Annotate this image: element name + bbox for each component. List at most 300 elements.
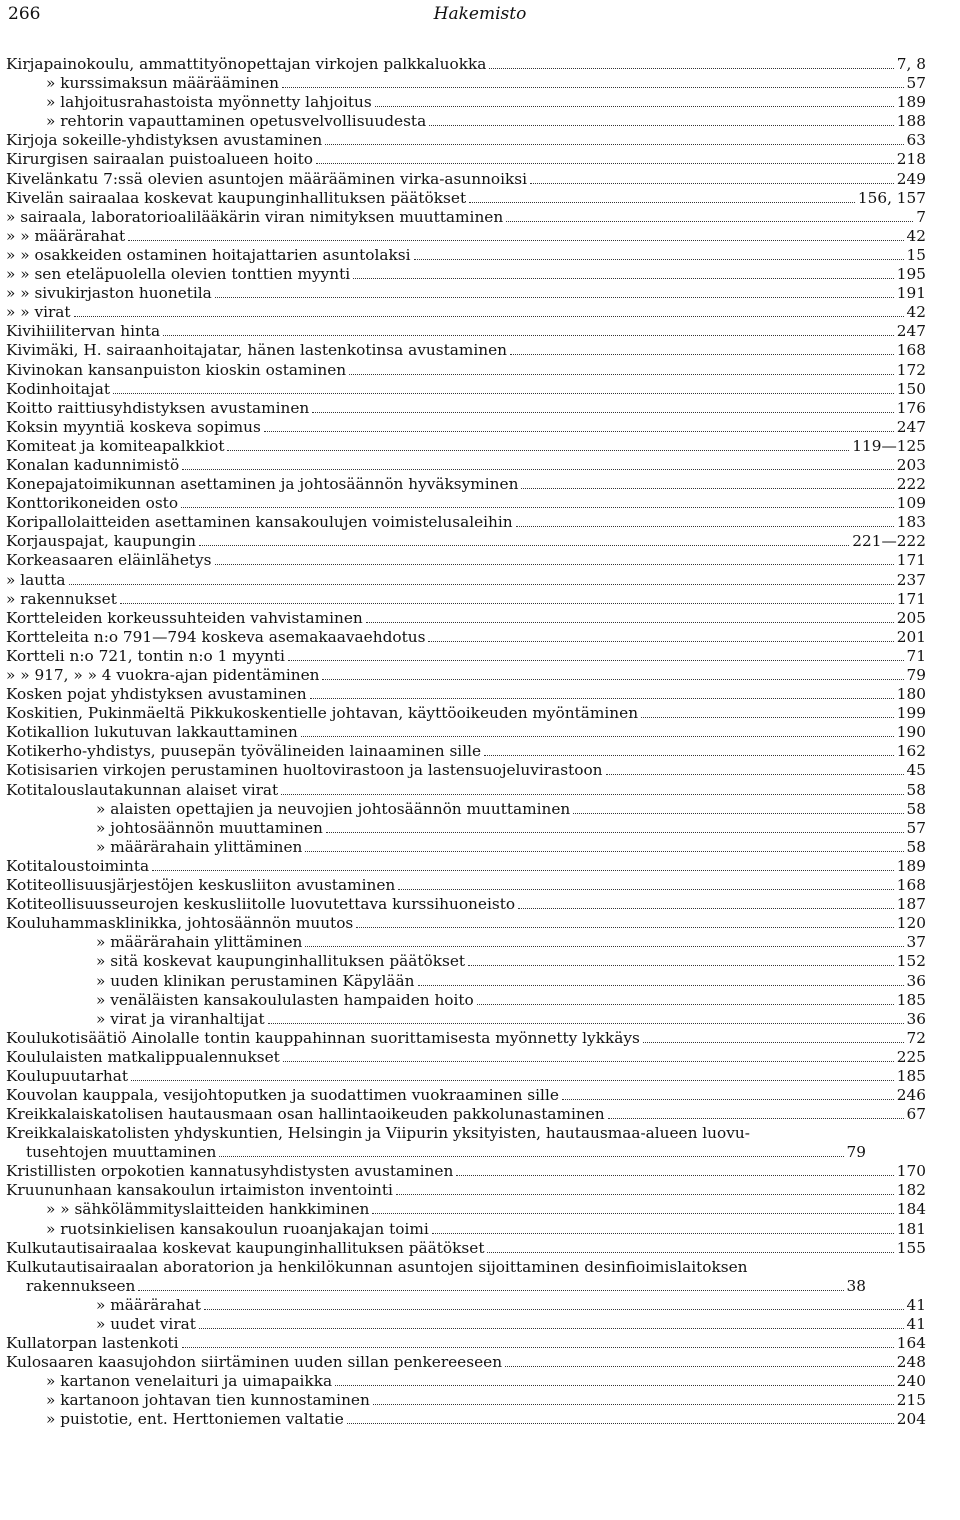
index-entry xyxy=(6,55,926,74)
index-entry xyxy=(6,1105,926,1124)
index-entry-row xyxy=(6,972,926,991)
page-reference: 203 xyxy=(896,455,926,474)
index-entry-row xyxy=(6,1410,926,1429)
page-reference: 170 xyxy=(896,1162,926,1181)
page-reference: 15 xyxy=(906,245,926,264)
index-entry-text: Kirurgisen sairaalan puistoalueen hoito xyxy=(6,150,313,169)
dot-leader xyxy=(608,1118,904,1119)
page-reference: 172 xyxy=(896,360,926,379)
page-reference: 41 xyxy=(906,1295,926,1314)
index-entry-text: Kortteli n:o 721, tontin n:o 1 myynti xyxy=(6,646,285,665)
page-reference: 109 xyxy=(896,494,926,513)
page-reference: 156, 157 xyxy=(857,188,926,207)
index-entry xyxy=(6,1124,926,1162)
dot-leader xyxy=(74,316,904,317)
dot-leader xyxy=(227,450,849,451)
index-entry-text: Kreikkalaiskatolisen hautausmaan osan hallintaoikeuden pakkolunastaminen xyxy=(6,1105,605,1124)
index-entry xyxy=(6,1391,926,1410)
index-entry xyxy=(6,150,926,169)
page-reference: 37 xyxy=(906,933,926,952)
index-entry-text: Kouluhammasklinikka, johtosäännön muutos xyxy=(6,914,354,933)
index-entry xyxy=(6,1010,926,1029)
dot-leader xyxy=(305,946,903,947)
page-reference: 248 xyxy=(896,1353,926,1371)
index-entry-row xyxy=(6,742,926,761)
index-entry-row xyxy=(6,1010,926,1029)
page-reference: 215 xyxy=(896,1391,926,1410)
dot-leader xyxy=(349,374,894,375)
page-reference: 171 xyxy=(896,589,926,608)
dot-leader xyxy=(204,1309,904,1310)
page-reference: 185 xyxy=(896,990,926,1009)
index-entry xyxy=(6,781,926,800)
index-entry-text: » alaisten opettajien ja neuvojien johtosäännön muuttaminen xyxy=(96,799,571,818)
index-entry xyxy=(6,227,926,246)
dot-leader xyxy=(396,1194,894,1195)
index-entry-row xyxy=(6,74,926,93)
index-entry-row xyxy=(6,437,926,456)
page-reference: 191 xyxy=(896,284,926,303)
index-entry-text: » kartanon venelaituri ja uimapaikka xyxy=(46,1372,333,1391)
index-entry xyxy=(6,131,926,150)
index-entry-row xyxy=(6,1162,926,1181)
dot-leader xyxy=(521,488,893,489)
index-entry xyxy=(6,112,926,131)
dot-leader xyxy=(347,1423,894,1424)
dot-leader xyxy=(356,927,894,928)
index-entry-text: » rakennukset xyxy=(6,589,117,608)
index-entry xyxy=(6,265,926,284)
index-entry xyxy=(6,857,926,876)
index-entry-text: » » sen eteläpuolella olevien tonttien myynti xyxy=(6,265,351,284)
index-entry-text: Kotitalouslautakunnan alaiset virat xyxy=(6,780,279,799)
index-entry-row xyxy=(6,227,926,246)
index-entry-text: Kruununhaan kansakoulun irtaimiston inventointi xyxy=(6,1181,393,1200)
page-reference: 164 xyxy=(896,1333,926,1352)
page-reference: 38 xyxy=(846,1276,866,1295)
page-reference: 221—222 xyxy=(852,532,926,551)
page-reference: 42 xyxy=(906,226,926,245)
dot-leader xyxy=(489,68,893,69)
dot-leader xyxy=(643,1042,904,1043)
index-entry-text: » kartanoon johtavan tien kunnostaminen xyxy=(46,1391,370,1410)
dot-leader xyxy=(316,163,894,164)
index-entry-text: » virat ja viranhaltijat xyxy=(96,1009,265,1028)
index-entry-row xyxy=(6,1220,926,1239)
index-entry-text: Kouvolan kauppala, vesijohtoputken ja suodattimen vuokraaminen sille xyxy=(6,1086,559,1105)
index-entry-row xyxy=(6,666,926,685)
page-reference: 7 xyxy=(916,207,926,226)
index-entry-row xyxy=(6,819,926,838)
index-entry-row xyxy=(6,303,926,322)
index-entry xyxy=(6,761,926,780)
index-entry xyxy=(6,723,926,742)
dot-leader xyxy=(468,965,894,966)
index-entry-row xyxy=(6,399,926,418)
index-entry xyxy=(6,74,926,93)
index-entry-text: » sairaala, laboratorioalilääkärin viran nimityksen muuttaminen xyxy=(6,207,504,226)
index-entry xyxy=(6,800,926,819)
index-entry xyxy=(6,704,926,723)
dot-leader xyxy=(282,87,904,88)
index-entry-text: Kotitaloustoiminta xyxy=(6,856,150,875)
page-reference: 168 xyxy=(896,341,926,360)
index-entry-text: Koulukotisäätiö Ainolalle tontin kauppahinnan suorittamisesta myönnetty lykkäys xyxy=(6,1028,640,1047)
index-entry-text: » » määrärahat xyxy=(6,226,126,245)
index-entry-row xyxy=(6,1353,926,1372)
index-entry-row xyxy=(6,55,926,74)
page-reference: 162 xyxy=(896,742,926,761)
index-entry-text: » puistotie, ent. Herttoniemen valtatie xyxy=(46,1410,344,1429)
index-entry-text: Koululaisten matkalippualennukset xyxy=(6,1047,280,1066)
page-reference: 188 xyxy=(896,112,926,131)
index-entry-row xyxy=(6,857,926,876)
index-entry-text: Kivihiilitervan hinta xyxy=(6,322,161,341)
index-entry xyxy=(6,609,926,628)
index-entry xyxy=(6,1334,926,1353)
dot-leader xyxy=(477,1004,894,1005)
index-entry-text: » » virat xyxy=(6,303,71,322)
index-entry xyxy=(6,170,926,189)
index-entry-row xyxy=(6,170,926,189)
index-entry xyxy=(6,246,926,265)
index-entry-row xyxy=(6,1372,926,1391)
index-entry xyxy=(6,418,926,437)
index-entry-text: Koulupuutarhat xyxy=(6,1066,129,1085)
page-reference: 225 xyxy=(896,1047,926,1066)
index-entry-text: » määrärahat xyxy=(96,1295,201,1314)
index-entry-row xyxy=(6,1296,926,1315)
index-entry-row xyxy=(6,895,926,914)
dot-leader xyxy=(429,125,894,126)
index-entry-text: » lahjoitusrahastoista myönnetty lahjoitus xyxy=(46,93,372,112)
page-reference: 195 xyxy=(896,265,926,284)
index-entry-text: Komiteat ja komiteapalkkiot xyxy=(6,436,225,455)
page-reference: 58 xyxy=(906,837,926,856)
page-reference: 249 xyxy=(896,169,926,188)
index-entry-text: » johtosäännön muuttaminen xyxy=(96,818,323,837)
index-entry-row xyxy=(6,1143,866,1162)
dot-leader xyxy=(432,1233,894,1234)
index-entry xyxy=(6,571,926,590)
index-entry-row xyxy=(6,1048,926,1067)
index-entry-row xyxy=(6,1315,926,1334)
dot-leader xyxy=(487,1252,893,1253)
dot-leader xyxy=(288,660,904,661)
dot-leader xyxy=(69,584,894,585)
index-entry-continuation: rakennukseen xyxy=(26,1276,136,1295)
index-entry-row xyxy=(6,322,926,341)
index-entry-row xyxy=(6,914,926,933)
page-reference: 237 xyxy=(896,570,926,589)
page-reference: 187 xyxy=(896,895,926,914)
page-reference: 79 xyxy=(906,666,926,684)
index-entry-text: Kivinokan kansanpuiston kioskin ostaminen xyxy=(6,360,347,379)
index-entry-text: Kotikallion lukutuvan lakkauttaminen xyxy=(6,723,298,742)
index-entry xyxy=(6,284,926,303)
index-entry xyxy=(6,1067,926,1086)
dot-leader xyxy=(199,545,849,546)
page-reference: 171 xyxy=(896,551,926,570)
index-entry-text: Kivelänkatu 7:ssä olevien asuntojen määrääminen virka-asunnoiksi xyxy=(6,169,528,188)
index-entry-text: » » sähkölämmityslaitteiden hankkiminen xyxy=(46,1200,370,1219)
page-reference: 41 xyxy=(906,1314,926,1333)
page-reference: 36 xyxy=(906,971,926,990)
index-entry-row xyxy=(6,609,926,628)
dot-leader xyxy=(310,698,894,699)
index-entry-row xyxy=(6,1181,926,1200)
page-reference: 247 xyxy=(896,322,926,341)
index-entry-text: Kivimäki, H. sairaanhoitajatar, hänen lastenkotinsa avustaminen xyxy=(6,341,507,360)
index-entry-row xyxy=(6,1105,926,1124)
dot-leader xyxy=(562,1099,894,1100)
index-entry-text: » lautta xyxy=(6,570,66,589)
index-entry-text: Kotikerho-yhdistys, puusepän työvälineiden lainaaminen sille xyxy=(6,742,482,761)
index-entry xyxy=(6,1410,926,1429)
index-entry-row xyxy=(6,723,926,742)
index-entry-row xyxy=(6,781,926,800)
index-entry-row xyxy=(6,933,926,952)
index-entry-row xyxy=(6,876,926,895)
index-entry-row xyxy=(6,647,926,666)
dot-leader xyxy=(518,908,894,909)
index-entry-text: Kirjapainokoulu, ammattityönopettajan virkojen palkkaluokka xyxy=(6,55,487,73)
index-entry-text: » rehtorin vapauttaminen opetusvelvollisuudesta xyxy=(46,112,427,131)
index-entry-row xyxy=(6,189,926,208)
dot-leader xyxy=(469,202,855,203)
dot-leader xyxy=(398,889,894,890)
index-entry-text: Koripallolaitteiden asettaminen kansakoulujen voimistelusaleihin xyxy=(6,513,513,532)
index-entry-row xyxy=(6,532,926,551)
page-reference: 222 xyxy=(896,475,926,494)
page-reference: 183 xyxy=(896,513,926,532)
page-reference: 201 xyxy=(896,627,926,646)
page-header xyxy=(0,0,960,40)
index-entry-text: Kreikkalaiskatolisten yhdyskuntien, Helsingin ja Viipurin yksityisten, hautausmaa-alueen luovu- xyxy=(6,1124,750,1143)
dot-leader xyxy=(510,354,894,355)
dot-leader xyxy=(322,679,903,680)
index-entry xyxy=(6,456,926,475)
page-reference: 71 xyxy=(906,646,926,665)
dot-leader xyxy=(305,851,903,852)
index-entry-row xyxy=(6,952,926,971)
index-entry-text: Kotiteollisuusjärjestöjen keskusliiton avustaminen xyxy=(6,876,396,895)
index-entry-row xyxy=(6,685,926,704)
dot-leader xyxy=(268,1023,904,1024)
page-reference: 67 xyxy=(906,1105,926,1124)
index-entry xyxy=(6,1086,926,1105)
index-entry-row xyxy=(6,1334,926,1353)
index-entry xyxy=(6,437,926,456)
page-reference: 204 xyxy=(896,1410,926,1429)
index-entry-row xyxy=(6,1029,926,1048)
index-entry-text: Koitto raittiusyhdistyksen avustaminen xyxy=(6,398,310,417)
index-entry xyxy=(6,991,926,1010)
dot-leader xyxy=(573,813,903,814)
index-entry xyxy=(6,1029,926,1048)
index-entry xyxy=(6,189,926,208)
dot-leader xyxy=(182,469,894,470)
index-entry xyxy=(6,1372,926,1391)
index-entry-row xyxy=(6,131,926,150)
index-entry-text: Kortteleiden korkeussuhteiden vahvistaminen xyxy=(6,608,363,627)
index-entry-text: Konalan kadunnimistö xyxy=(6,455,180,474)
index-entry-row xyxy=(6,513,926,532)
dot-leader xyxy=(283,1061,894,1062)
page-reference: 45 xyxy=(906,761,926,780)
index-entry xyxy=(6,341,926,360)
index-entry xyxy=(6,1200,926,1219)
page-reference: 218 xyxy=(896,150,926,169)
dot-leader xyxy=(281,794,903,795)
page-reference: 7, 8 xyxy=(896,55,926,73)
index-entry xyxy=(6,380,926,399)
page-reference: 176 xyxy=(896,398,926,417)
index-entry-text: Kotiteollisuusseurojen keskusliitolle luovutettava kurssihuoneisto xyxy=(6,895,516,914)
index-entry-row xyxy=(6,265,926,284)
index-entry xyxy=(6,914,926,933)
page-reference: 181 xyxy=(896,1219,926,1238)
index-entry xyxy=(6,1258,926,1296)
index-entry-text: Kulkutautisairaalaa koskevat kaupunginhallituksen päätökset xyxy=(6,1238,485,1257)
page-reference: 150 xyxy=(896,379,926,398)
index-entry-text: » venäläisten kansakoululasten hampaiden hoito xyxy=(96,990,474,1009)
dot-leader xyxy=(215,564,894,565)
index-entry-row xyxy=(6,571,926,590)
index-list xyxy=(6,55,926,1429)
index-entry xyxy=(6,532,926,551)
index-entry-row xyxy=(6,590,926,609)
index-entry xyxy=(6,666,926,685)
index-entry xyxy=(6,494,926,513)
index-entry-row xyxy=(6,761,926,780)
index-entry xyxy=(6,972,926,991)
running-title: Hakemisto xyxy=(433,4,527,24)
index-entry-text: » uuden klinikan perustaminen Käpylään xyxy=(96,971,415,990)
page-reference: 189 xyxy=(896,856,926,875)
index-entry-text: Konttorikoneiden osto xyxy=(6,494,179,513)
index-entry-row xyxy=(6,494,926,513)
index-entry-text: » » osakkeiden ostaminen hoitajattarien asuntolaksi xyxy=(6,245,411,264)
dot-leader xyxy=(414,259,904,260)
index-entry-row xyxy=(6,628,926,647)
index-entry-row xyxy=(6,380,926,399)
index-entry-text: » » 917, » » 4 vuokra-ajan pidentäminen xyxy=(6,666,320,684)
dot-leader xyxy=(199,1328,904,1329)
index-entry xyxy=(6,1353,926,1372)
dot-leader xyxy=(506,221,913,222)
index-entry-row xyxy=(6,475,926,494)
page-reference: 152 xyxy=(896,952,926,971)
page-reference: 180 xyxy=(896,685,926,704)
index-entry xyxy=(6,628,926,647)
index-entry-row xyxy=(6,284,926,303)
index-entry-row xyxy=(6,418,926,437)
dot-leader xyxy=(373,1404,894,1405)
dot-leader xyxy=(325,144,903,145)
index-entry xyxy=(6,1296,926,1315)
index-entry xyxy=(6,303,926,322)
index-entry-row xyxy=(6,112,926,131)
dot-leader xyxy=(326,832,904,833)
page-reference: 184 xyxy=(896,1200,926,1219)
index-entry xyxy=(6,685,926,704)
page-reference: 58 xyxy=(906,780,926,799)
index-entry xyxy=(6,551,926,570)
dot-leader xyxy=(219,1156,843,1157)
index-entry xyxy=(6,590,926,609)
index-entry-row xyxy=(6,800,926,819)
index-entry-row xyxy=(6,361,926,380)
page-reference: 240 xyxy=(896,1372,926,1391)
dot-leader xyxy=(641,717,894,718)
page-number: 266 xyxy=(8,4,41,24)
page-reference: 185 xyxy=(896,1066,926,1085)
index-entry-row xyxy=(6,551,926,570)
index-entry xyxy=(6,933,926,952)
index-entry-text: Kodinhoitajat xyxy=(6,379,110,398)
index-entry-text: » » sivukirjaston huonetila xyxy=(6,284,212,303)
index-entry-text: » sitä koskevat kaupunginhallituksen päätökset xyxy=(96,952,466,971)
index-entry-text: Kosken pojat yhdistyksen avustaminen xyxy=(6,685,307,704)
index-entry xyxy=(6,838,926,857)
page-reference: 119—125 xyxy=(852,436,926,455)
index-entry-text: Kristillisten orpokotien kannatusyhdistysten avustaminen xyxy=(6,1162,454,1181)
index-entry-text: Kulosaaren kaasujohdon siirtäminen uuden sillan penkereeseen xyxy=(6,1353,503,1371)
index-entry-text: » uudet virat xyxy=(96,1314,196,1333)
dot-leader xyxy=(301,736,894,737)
index-entry-text: » määrärahain ylittäminen xyxy=(96,837,303,856)
index-entry-row xyxy=(6,704,926,723)
index-entry-text: Korjauspajat, kaupungin xyxy=(6,532,197,551)
index-entry-text: Kotisisarien virkojen perustaminen huoltovirastoon ja lastensuojeluvirastoon xyxy=(6,761,603,780)
index-entry-row xyxy=(6,1067,926,1086)
index-entry-text: Kulkutautisairaalan aboratorion ja henkilökunnan asuntojen sijoittaminen desinfioimislaitoksen xyxy=(6,1257,748,1276)
index-entry-text: Korkeasaaren eläinlähetys xyxy=(6,551,212,570)
index-entry-text: Koksin myyntiä koskeva sopimus xyxy=(6,417,261,436)
index-entry-text: Koskitien, Pukinmäeltä Pikkukoskentielle johtavan, käyttöoikeuden myöntäminen xyxy=(6,704,639,723)
index-entry-row xyxy=(6,1086,926,1105)
index-entry xyxy=(6,1315,926,1334)
index-entry-row xyxy=(6,246,926,265)
dot-leader xyxy=(456,1175,893,1176)
index-entry xyxy=(6,1239,926,1258)
dot-leader xyxy=(152,870,894,871)
index-entry xyxy=(6,647,926,666)
page-reference: 57 xyxy=(906,74,926,93)
dot-leader xyxy=(353,278,894,279)
dot-leader xyxy=(264,431,894,432)
page-reference: 72 xyxy=(906,1028,926,1047)
index-entry-text: Konepajatoimikunnan asettaminen ja johtosäännön hyväksyminen xyxy=(6,475,519,494)
index-entry-row xyxy=(6,838,926,857)
index-entry xyxy=(6,742,926,761)
dot-leader xyxy=(530,183,894,184)
index-entry xyxy=(6,876,926,895)
dot-leader xyxy=(181,507,894,508)
page-reference: 247 xyxy=(896,417,926,436)
index-entry-row xyxy=(6,1391,926,1410)
page-reference: 58 xyxy=(906,799,926,818)
index-entry-row xyxy=(6,1239,926,1258)
dot-leader xyxy=(516,526,894,527)
dot-leader xyxy=(128,240,903,241)
index-entry xyxy=(6,208,926,227)
dot-leader xyxy=(418,985,904,986)
page-reference: 155 xyxy=(896,1238,926,1257)
dot-leader xyxy=(372,1213,893,1214)
index-entry xyxy=(6,513,926,532)
